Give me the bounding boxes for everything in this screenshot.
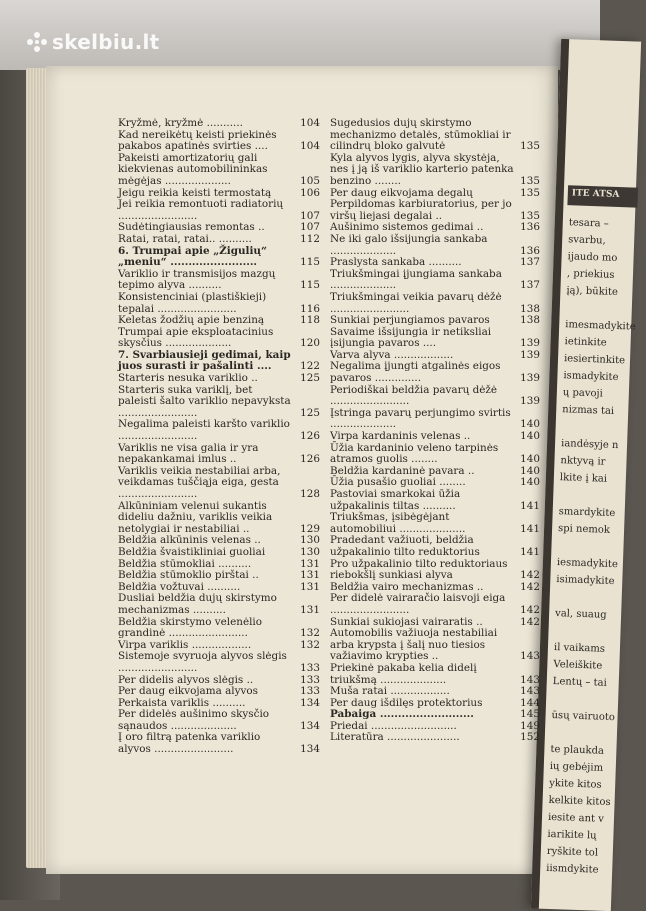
toc-entry: [118, 709, 320, 732]
toc-entry: [118, 246, 320, 269]
facing-page-line: Lentų – tai: [552, 675, 607, 689]
facing-page-line: iesite ant v: [547, 811, 604, 825]
toc-entry-title: Negalima įjungti atgalinės eigos pavaros ..............: [330, 360, 501, 385]
facing-page-line: il vaikams: [553, 641, 606, 655]
facing-page-line: iismdykite: [546, 862, 599, 876]
facing-page-line: imesmadykite: [565, 319, 636, 333]
toc-entry-title: 6. Trumpai apie „Žigulių“ „meniu“ ........................: [118, 244, 267, 269]
facing-page-line: įą), būkite: [566, 285, 619, 298]
toc-entry-page: 130: [300, 545, 320, 558]
toc-entry: [118, 130, 320, 153]
toc-entry: [118, 732, 320, 755]
toc-entry: [330, 234, 540, 257]
toc-entry-title: Ratai, ratai, ratai.. ..........: [118, 232, 252, 245]
toc-entry-page: 142: [520, 580, 540, 593]
toc-entry-page: 139: [520, 348, 540, 361]
toc-entry: [330, 199, 540, 222]
toc-entry-title: Ūžia kardaninio veleno tarpinės atramos guolis ........: [330, 441, 499, 466]
toc-entry: [118, 327, 320, 350]
toc-entry: [330, 443, 540, 466]
toc-entry: [330, 489, 540, 512]
facing-page-line: svarbu,: [568, 234, 606, 247]
facing-page-line: kelkite kitos: [548, 794, 611, 809]
toc-entry-title: Pro užpakalinio tilto reduktoriaus riebokšlį sunkiasi alyva: [330, 557, 508, 582]
facing-page-line: ietinkite: [564, 336, 607, 349]
toc-entry-title: Muša ratai ..................: [330, 685, 450, 698]
toc-entry-page: 141: [520, 522, 540, 535]
toc-entry-title: Alkūniniam velenui sukantis dideliu dažniu, variklis veikia netolygiai ir nestabiliai ..: [118, 499, 273, 535]
toc-entry-page: 133: [300, 685, 320, 698]
toc-entry: [118, 350, 320, 373]
toc-entry-title: Kryžmė, kryžmė ...........: [118, 117, 243, 129]
toc-entry-title: Pakeisti amortizatorių gali kiekvienas automobilininkas mėgėjas ....................: [118, 151, 268, 187]
toc-entry-page: 131: [300, 557, 320, 570]
toc-entry-title: Automobilis važiuoja nestabiliai arba krypsta į šalį nuo tiesios važiavimo krypties ..: [330, 627, 498, 663]
toc-entry-title: Beldžia alkūninis velenas ..: [118, 534, 261, 547]
toc-entry-title: Per daug eikvojama degalų: [330, 186, 473, 199]
toc-entry: [118, 617, 320, 640]
toc-entry-title: Beldžia švaistikliniai guoliai: [118, 545, 266, 558]
toc-entry: [330, 512, 540, 535]
toc-entry-page: 138: [520, 302, 540, 315]
toc-entry-title: Per didelis alyvos slėgis ..: [118, 673, 254, 686]
toc-entry-title: Periodiškai beldžia pavarų dėžė ........................: [330, 383, 498, 408]
toc-entry-title: Per daug išdilęs protektorius: [330, 696, 483, 709]
toc-entry-page: 131: [300, 580, 320, 593]
facing-page-line: iandėsyje n: [560, 438, 619, 452]
toc-entry-page: 141: [520, 545, 540, 558]
toc-entry: [330, 686, 540, 698]
toc-entry-page: 140: [520, 430, 540, 443]
toc-entry: [330, 257, 540, 269]
toc-entry-title: Sugedusios dujų skirstymo mechanizmo detalės, stūmokliai ir cilindrų bloko galvutė: [330, 117, 511, 153]
toc-entry-title: Ne iki galo išsijungia sankaba ....................: [330, 232, 488, 257]
toc-entry-title: Variklio ir transmisijos mazgų tepimo alyva ..........: [118, 267, 276, 292]
toc-entry: [118, 315, 320, 327]
facing-page-line: , priekius: [566, 268, 615, 281]
toc-entry-title: Beldžia vožtuvai ..........: [118, 580, 241, 593]
toc-entry-page: 134: [300, 696, 320, 709]
toc-entry: [330, 292, 540, 315]
toc-entry-title: Aušinimo sistemos gedimai ..: [330, 221, 484, 234]
toc-entry-title: Konsistenciniai (plastiškieji) tepalai ........................: [118, 290, 267, 315]
toc-entry: [118, 385, 320, 420]
toc-entry-page: 131: [300, 603, 320, 616]
toc-entry-page: 143: [520, 650, 540, 663]
facing-page-line: ismadykite: [563, 370, 619, 384]
toc-entry: [330, 431, 540, 443]
facing-page-line: ryškite tol: [546, 845, 599, 859]
toc-entry-page: 145: [520, 708, 540, 721]
toc-entry-page: 134: [300, 719, 320, 732]
facing-page-line: ykite kitos: [549, 777, 602, 791]
toc-entry-title: 7. Svarbiausieji gedimai, kaip juos surasti ir pašalinti ....: [118, 348, 291, 373]
toc-entry-title: Kad nereikėtų keisti priekinės pakabos apatinės svirties ....: [118, 128, 277, 153]
toc-entry-page: 125: [300, 406, 320, 419]
toc-entry: [330, 559, 540, 582]
toc-entry-title: Variklis ne visa galia ir yra nepakankamai imlus ..: [118, 441, 259, 466]
toc-entry-page: 133: [300, 661, 320, 674]
facing-page-line: iesmadykite: [556, 557, 619, 571]
toc-entry-page: 131: [300, 569, 320, 582]
facing-page-line: ūsų vairuoto: [551, 709, 616, 724]
toc-entry: [118, 199, 320, 222]
toc-entry-page: 133: [300, 673, 320, 686]
toc-entry: [118, 547, 320, 559]
toc-entry-page: 129: [300, 522, 320, 535]
toc-entry-page: 115: [300, 279, 320, 292]
toc-entry-page: 140: [520, 464, 540, 477]
toc-entry-page: 152: [520, 731, 540, 744]
toc-entry-title: Jei reikia remontuoti radiatorių ........................: [118, 198, 284, 222]
toc-entry-page: 139: [520, 395, 540, 408]
toc-entry-title: Pabaiga ..........................: [330, 708, 474, 721]
toc-entry-title: Per didelės aušinimo skysčio sąnaudos ....................: [118, 708, 270, 732]
toc-entry-page: 140: [520, 453, 540, 466]
toc-entry-page: 142: [520, 569, 540, 582]
toc-entry: [330, 118, 540, 153]
toc-entry-page: 132: [300, 638, 320, 651]
toc-entry-page: 130: [300, 534, 320, 547]
toc-entry-title: Beldžia kardaninė pavara ..: [330, 464, 475, 477]
facing-page-line: ų pavoji: [562, 387, 603, 400]
toc-entry-page: 135: [520, 186, 540, 199]
toc-entry: [330, 269, 540, 292]
toc-entry-title: Priekinė pakaba kelia didelį triukšmą ....................: [330, 661, 477, 686]
toc-entry-page: 135: [520, 140, 540, 153]
toc-right-column: [330, 118, 540, 744]
facing-page-line: te plaukda: [550, 743, 605, 757]
facing-page-line: Veleiškite: [553, 658, 603, 672]
watermark: [26, 30, 160, 54]
toc-entry-page: 106: [300, 186, 320, 199]
toc-entry: [118, 118, 320, 130]
toc-entry-page: 139: [520, 337, 540, 350]
toc-entry-title: Pastoviai smarkokai ūžia užpakalinis tiltas ..........: [330, 488, 461, 512]
toc-entry-title: Ūžia pusašio guoliai ........: [330, 476, 466, 489]
toc-entry-title: Dusliai beldžia dujų skirstymo mechanizmas ..........: [118, 592, 277, 616]
toc-entry-title: Perkaista variklis ..........: [118, 696, 246, 709]
toc-entry-page: 140: [520, 476, 540, 489]
toc-entry-page: 115: [300, 256, 320, 269]
toc-entry-title: Literatūra ......................: [330, 731, 460, 744]
toc-entry: [330, 153, 540, 188]
toc-entry: [118, 269, 320, 292]
toc-entry-page: 104: [300, 117, 320, 129]
toc-entry-page: 136: [520, 221, 540, 234]
toc-entry-page: 141: [520, 499, 540, 512]
toc-entry-title: Varva alyva ..................: [330, 348, 454, 361]
toc-left-column: [118, 118, 320, 756]
toc-entry-title: Variklis veikia nestabiliai arba, veikdamas tuščiąja eiga, gesta ........................: [118, 464, 281, 500]
toc-entry-title: Starteris nesuka variklio ..: [118, 372, 258, 385]
facing-page-line: ijaudo mo: [567, 251, 618, 264]
toc-entry-title: Sunkiai sukiojasi vairaratis ..: [330, 615, 483, 628]
toc-entry-page: 107: [300, 209, 320, 222]
toc-entry-title: Keletas žodžių apie benziną: [118, 314, 265, 327]
watermark-logo-icon: [26, 31, 48, 53]
toc-entry-title: Virpa kardaninis velenas ..: [330, 430, 471, 443]
toc-entry-page: 143: [520, 685, 540, 698]
toc-entry-page: 128: [300, 488, 320, 500]
toc-entry: [118, 651, 320, 674]
toc-entry: [330, 315, 540, 327]
facing-page-header: ITE ATSA: [567, 185, 638, 207]
toc-entry-title: Virpa variklis ..................: [118, 638, 252, 651]
toc-entry: [330, 732, 540, 744]
toc-entry-title: Kyla alyvos lygis, alyva skystėja, nes į ją iš variklio karterio patenka benzino ........: [330, 151, 514, 187]
toc-entry-page: 120: [300, 337, 320, 350]
toc-entry-title: Sistemoje svyruoja alyvos slėgis ........................: [118, 650, 287, 674]
toc-entry-page: 136: [520, 244, 540, 257]
toc-entry-page: 126: [300, 453, 320, 466]
toc-entry: [118, 234, 320, 246]
toc-entry-page: 139: [520, 372, 540, 385]
facing-page-line: iarikite lų: [547, 828, 597, 842]
toc-entry: [118, 570, 320, 582]
toc-entry: [330, 327, 540, 350]
toc-entry-page: 132: [300, 627, 320, 640]
toc-entry-page: 107: [300, 221, 320, 234]
facing-page-line: smardykite: [558, 506, 616, 520]
toc-entry-page: 104: [300, 140, 320, 153]
toc-entry-page: 105: [300, 174, 320, 187]
toc-entry: [330, 408, 540, 431]
facing-page-line: lkite į kai: [559, 472, 608, 485]
watermark-text: skelbiu.lt: [52, 30, 160, 54]
toc-entry-page: 135: [520, 209, 540, 222]
toc-entry-page: 134: [300, 743, 320, 756]
facing-page-line: iesiertinkite: [563, 353, 626, 367]
toc-entry: [118, 593, 320, 616]
toc-entry-title: Starteris suka variklį, bet paleisti šalto variklio nepavyksta ........................: [118, 383, 291, 419]
toc-entry: [118, 686, 320, 698]
facing-page-line: nktyvą ir: [560, 455, 606, 468]
toc-entry-title: Priedai ..........................: [330, 719, 457, 732]
facing-page-line: ių gebėjim: [549, 760, 604, 774]
toc-entry: [118, 153, 320, 188]
toc-entry-title: Į oro filtrą patenka variklio alyvos ........................: [118, 731, 261, 756]
toc-entry-title: Per daug eikvojama alyvos: [118, 685, 258, 698]
toc-entry-title: Triukšmingai veikia pavarų dėžė ........................: [330, 290, 502, 315]
toc-entry-page: 116: [300, 302, 320, 315]
toc-entry-title: Savaime išsijungia ir netiksliai įsijungia pavaros ....: [330, 325, 492, 350]
toc-entry-title: Pradedant važiuoti, beldžia užpakalinio tilto reduktorius: [330, 534, 480, 558]
toc-entry-page: 149: [520, 719, 540, 732]
toc-entry-title: Beldžia vairo mechanizmas ..: [330, 580, 484, 593]
toc-entry-title: Beldžia stūmoklio pirštai ..: [118, 569, 259, 582]
toc-entry: [330, 535, 540, 558]
toc-entry-title: Įstringa pavarų perjungimo svirtis ....................: [330, 406, 511, 431]
toc-entry: [330, 593, 540, 616]
toc-entry: [118, 466, 320, 501]
toc-entry-page: 142: [520, 603, 540, 616]
toc-entry-page: 140: [520, 418, 540, 431]
toc-entry-title: Sudėtingiausias remontas ..: [118, 221, 265, 234]
toc-entry-page: 112: [300, 232, 320, 245]
toc-entry-title: Trumpai apie eksploatacinius skysčius ....................: [118, 325, 274, 350]
toc-entry-page: 142: [520, 615, 540, 628]
toc-entry: [118, 443, 320, 466]
toc-entry-title: Triukšmas, įsibėgėjant automobiliui ....................: [330, 511, 466, 535]
toc-entry-page: 118: [300, 314, 320, 327]
toc-entry-page: 135: [520, 174, 540, 187]
toc-entry-title: Beldžia stūmokliai ..........: [118, 557, 252, 570]
toc-entry: [330, 385, 540, 408]
toc-entry: [118, 292, 320, 315]
toc-entry-title: Negalima paleisti karšto variklio ........................: [118, 418, 290, 443]
toc-entry: [330, 663, 540, 686]
toc-entry-page: 143: [520, 673, 540, 686]
toc-entry-title: Perpildomas karbiuratorius, per jo viršų liejasi degalai ..: [330, 198, 512, 222]
toc-entry-title: Triukšmingai įjungiama sankaba ....................: [330, 267, 502, 292]
facing-page-line: isimadykite: [556, 574, 615, 588]
toc-entry-page: 138: [520, 314, 540, 327]
toc-entry: [330, 628, 540, 663]
toc-entry-page: 137: [520, 256, 540, 269]
toc-entry: [330, 361, 540, 384]
toc-entry-title: Beldžia skirstymo velenėlio grandinė ........................: [118, 615, 262, 640]
toc-entry-title: Praslysta sankaba ..........: [330, 256, 462, 269]
facing-page-line: val, suaug: [554, 608, 607, 621]
toc-entry-title: Per didelė vairaračio laisvoji eiga ........................: [330, 592, 506, 616]
toc-entry-page: 122: [300, 360, 320, 373]
toc-entry-page: 137: [520, 279, 540, 292]
toc-entry: [118, 419, 320, 442]
toc-entry-page: 125: [300, 372, 320, 385]
facing-page-line: spi nemok: [557, 523, 611, 536]
toc-entry-page: 126: [300, 430, 320, 443]
toc-entry: [118, 373, 320, 385]
facing-page-line: tesara –: [568, 217, 609, 230]
toc-entry-page: 144: [520, 696, 540, 709]
toc-entry: [118, 501, 320, 536]
facing-page-line: nizmas tai: [562, 404, 615, 417]
toc-entry-title: Jeigu reikia keisti termostatą: [118, 186, 272, 199]
toc-entry-title: Sunkiai perjungiamos pavaros: [330, 314, 490, 327]
